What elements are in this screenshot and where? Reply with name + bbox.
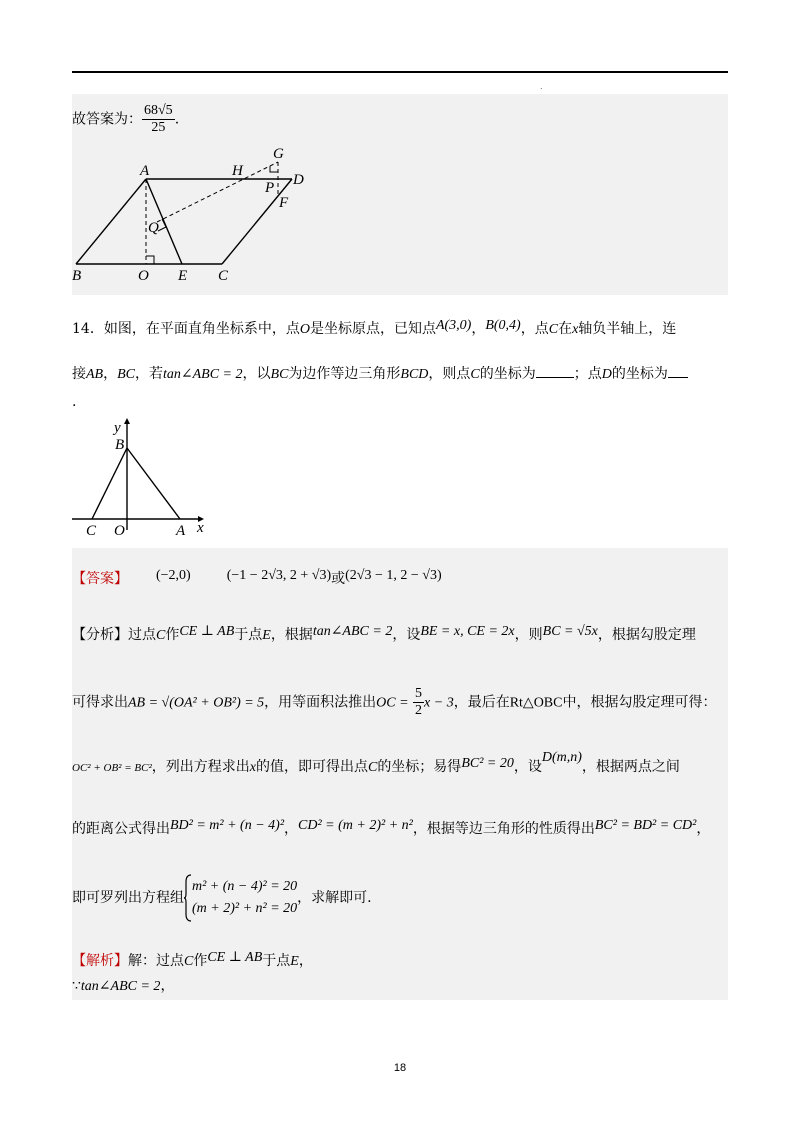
solution-text: ， [160,978,175,994]
analysis-text: 的距离公式得出 [72,821,170,837]
solution-text: ， [298,953,313,969]
q14-var-D: D [601,367,612,382]
analysis-var: C [156,628,166,643]
analysis-math: OC² + OB² = BC² [72,762,152,774]
prev-answer-lead: 故答案为： [72,111,142,128]
analysis-var: E [262,628,271,643]
q14-var-O: O [299,322,310,337]
analysis-text: ，列出方程求出 [151,759,250,775]
analysis-var: x [249,760,256,775]
analysis-text: ，则 [514,627,543,643]
q14-var-x: x [572,322,579,337]
analysis-math: BD² = m² + (n − 4)² [170,818,285,833]
solution-math: CE ⊥ AB [207,950,263,965]
right-angle-G [270,166,278,172]
fraction-denominator: 2 [415,703,423,718]
q14-var-AB: AB [86,367,104,382]
q14-var-BC: BC [270,367,289,382]
q14-text: 为边作等边三角形 [288,366,401,382]
equation-2: (m + 2)² + n² = 20 [192,901,298,916]
q14-text: 接 [72,366,86,382]
analysis-math: BC² = 20 [461,756,514,771]
analysis-text: ， [284,821,299,837]
analysis-text: ，根据勾股定理 [597,627,696,643]
solution-text: 于点 [262,953,291,969]
label-C: C [86,523,97,539]
analysis-line-5 [72,874,372,922]
header-rule [72,71,728,73]
analysis-math: tan∠ABC = 2 [312,624,393,639]
label-D: D [293,172,304,188]
q14-text: 的坐标为 [479,366,536,382]
analysis-text: 过点 [128,627,156,643]
q14-text: 在 [558,321,573,337]
analysis-text: ，根据 [270,627,313,643]
coordinate-figure [72,418,222,540]
q14-text: ，点 [520,321,549,337]
analysis-var: C [367,760,378,775]
label-B: B [115,437,125,453]
solution-var: C [184,954,194,969]
q14-line-3: . [72,394,77,410]
because-symbol: ∵ [72,978,81,994]
label-C: C [218,268,229,284]
equation-1: m² + (n − 4)² = 20 [192,879,298,894]
brace-icon [184,874,192,922]
analysis-math: D(m,n) [541,750,582,765]
answer-d-coordinate-2: (2√3 − 1, 2 − √3) [345,568,442,583]
label-F: F [279,195,289,211]
answer-or: 或 [331,571,346,587]
analysis-text: ，设 [392,627,421,643]
segment-AB [76,179,146,264]
fraction-denominator: 25 [151,120,166,135]
analysis-text: 即可罗列出方程组 [72,890,184,906]
page-number: 18 [393,1062,407,1074]
prev-answer-line [72,103,179,136]
answer-c-coordinate: (−2,0) [156,568,191,583]
q14-point-B: B(0,4) [485,318,521,333]
analysis-text: 的坐标；易得 [377,759,462,775]
q14-var-BCD: BCD [400,367,429,382]
fraction-numerator: 68√5 [144,103,173,118]
label-Q: Q [148,220,159,236]
q14-text: 轴负半轴上，连 [578,321,677,337]
answer-tag: 【答案】 [72,571,128,587]
analysis-fraction [413,686,424,719]
solution-tag: 【解析】 [72,953,128,969]
label-O: O [138,268,149,284]
segment-DC [222,179,292,264]
analysis-math: CE ⊥ AB [179,624,235,639]
segment-QG-dashed [157,162,278,222]
q14-text: ，以 [242,366,271,382]
equation-system [192,876,297,920]
q14-text: ， [471,321,486,337]
analysis-math: OC = [376,695,409,711]
q14-text: ，若 [135,366,163,382]
analysis-text: 的值，即可得出点 [255,759,368,775]
label-y: y [114,420,121,436]
solution-line-1 [72,948,313,972]
label-G: G [273,146,284,162]
answer-blank-C[interactable] [536,363,574,378]
label-H: H [232,163,243,179]
right-angle-O [146,256,154,264]
q14-text: 14．如图，在平面直角坐标系中，点 [72,321,300,337]
analysis-math: CD² = (m + 2)² + n² [298,818,413,833]
analysis-math: BC² = BD² = CD² [594,818,697,833]
q14-point-A: A(3,0) [435,318,472,333]
label-P: P [265,180,275,196]
prev-answer-fraction [142,103,175,136]
label-A: A [140,163,150,179]
solution-math: tan∠ABC = 2 [80,979,161,994]
q14-text: 的坐标为 [611,366,668,382]
q14-tan-eq: tan∠ABC = 2 [163,367,243,382]
analysis-text: ，根据两点之间 [581,759,680,775]
analysis-line-4 [72,816,710,839]
segment-BC [92,448,127,519]
fraction-numerator: 5 [415,686,423,701]
prev-answer-tail: . [174,111,180,128]
analysis-text: 可得求出 [72,694,128,711]
q14-var-C: C [470,367,480,382]
q14-line-1 [72,316,676,340]
q14-line-2 [72,363,688,385]
analysis-text: ，最后在 [453,694,510,711]
solution-var: E [290,954,299,969]
q14-var-C: C [548,322,559,337]
label-E: E [178,268,188,284]
analysis-math: Rt△OBC [509,695,563,711]
answer-d-coordinate-1: (−1 − 2√3, 2 + √3) [226,568,332,583]
label-x: x [197,520,204,536]
header-mark: . [540,82,543,91]
analysis-text: 于点 [234,627,263,643]
analysis-text: ， [696,821,711,837]
solution-line-2 [72,976,174,997]
analysis-text: ，根据等边三角形的性质得出 [412,821,595,837]
parallelogram-figure [72,142,332,284]
analysis-math: x − 3 [424,695,454,711]
segment-BA [127,448,180,519]
analysis-text: ，设 [513,759,542,775]
label-A: A [176,523,186,539]
solution-text: 作 [193,953,208,969]
q14-text: 是坐标原点，已知点 [309,321,436,337]
analysis-math: BC = √5x [542,624,598,639]
analysis-line-2 [72,686,716,719]
y-axis-arrow [124,418,130,424]
q14-text: ，则点 [428,366,471,382]
analysis-tag: 【分析】 [72,627,128,643]
q14-var-BC: BC [117,367,135,382]
analysis-text: ，求解即可. [297,890,372,906]
q14-text: ；点 [573,366,602,382]
analysis-text: ，用等面积法推出 [264,694,377,711]
analysis-math: BE = x, CE = 2x [420,624,515,639]
label-O: O [114,523,125,539]
analysis-line-3 [72,748,680,778]
answer-blank-D[interactable] [668,363,688,378]
analysis-line-1 [72,622,696,646]
q14-text: ， [103,366,118,382]
label-B: B [72,268,82,284]
analysis-text: 中，根据勾股定理可得： [562,694,717,711]
analysis-math: AB = √(OA² + OB²) = 5 [128,695,265,711]
solution-text: 解：过点 [128,953,184,969]
answer-line [72,566,442,589]
analysis-text: 作 [165,627,180,643]
